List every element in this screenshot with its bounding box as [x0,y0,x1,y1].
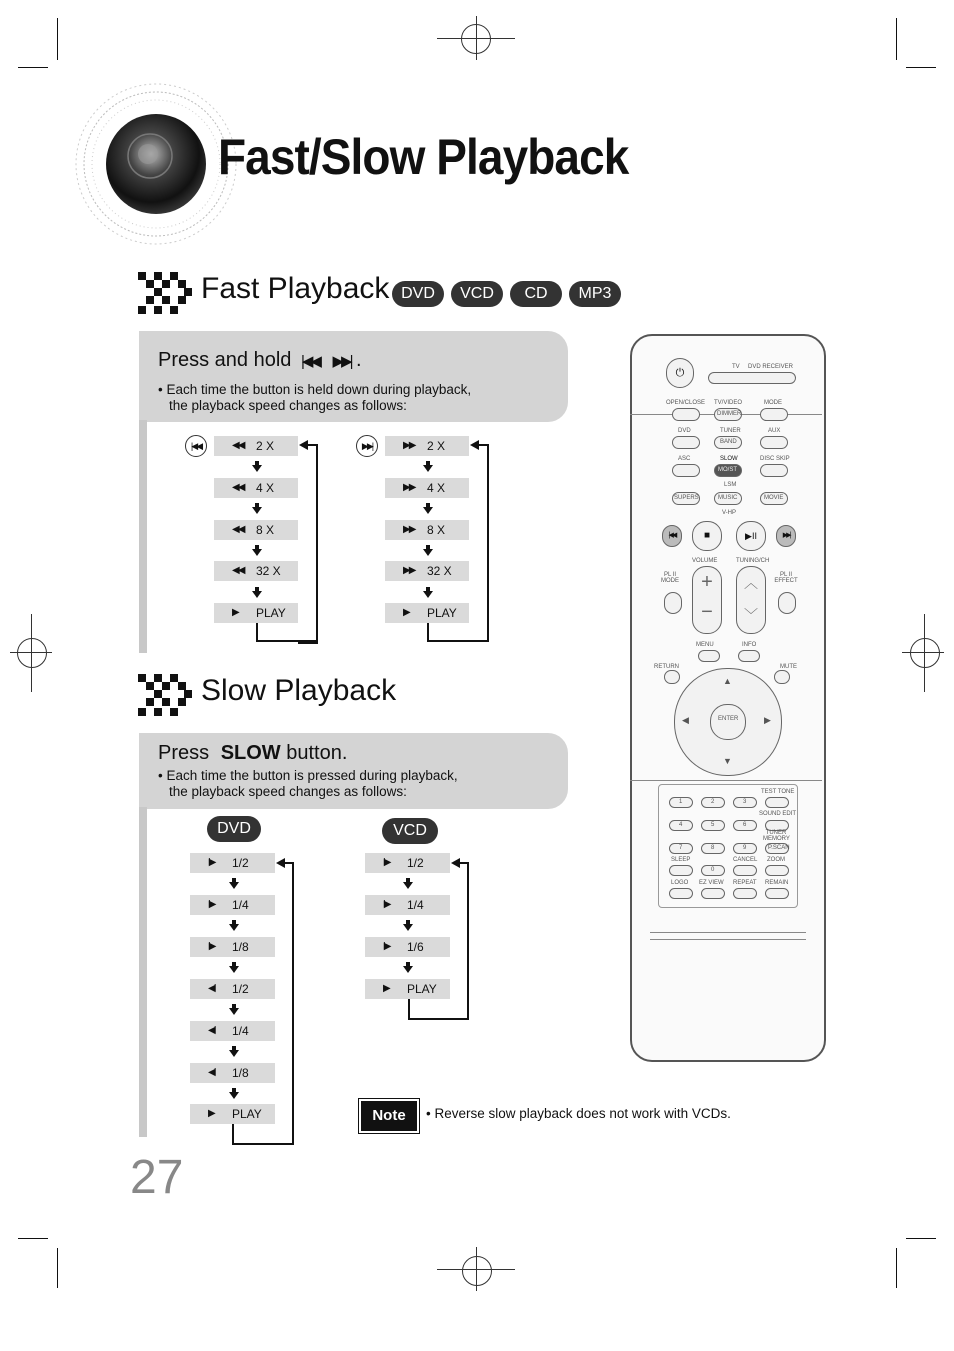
menu-button[interactable] [698,650,720,662]
slow-instruction-bold: SLOW [220,742,281,764]
volume-rocker[interactable]: + − [692,566,722,634]
tv-dvd-switch[interactable] [708,372,796,384]
skip-back-icon: |◀◀ [300,353,319,370]
down-arrow [229,882,239,889]
open-close-button[interactable] [672,408,700,421]
reverse-step: ◀◀ 8 X [214,520,298,540]
play-pause-button[interactable]: ▶II [736,521,766,551]
dvd-receiver-label: DVD RECEIVER [748,364,794,370]
slow-button[interactable]: MO/ST [714,464,742,477]
page-number: 27 [130,1151,184,1204]
badge-vcd: VCD [451,281,503,307]
forward-step: ▶▶ 2 X [385,436,469,456]
repeat-button[interactable] [733,888,757,899]
fast-bullet: • Each time the button is held down during playback, the playback speed changes as follows: [158,382,472,413]
dvd-slow-step: ◀I 1/8 [190,1063,275,1083]
slow-bullet: • Each time the button is pressed during playback, the playback speed changes as follows: [158,768,458,799]
forward-step-play: ▶ PLAY [385,603,469,623]
down-arrow [423,507,433,514]
p-scan-button[interactable]: P.SCAN [765,843,789,854]
dvd-slow-step: I▶ 1/2 [190,853,275,873]
tuning-ch-label: TUNING/CH [736,558,770,564]
slow-sidebar [139,807,147,1137]
slow-instruction-suffix: button. [286,742,348,764]
nav-down-icon[interactable]: ▼ [723,756,732,766]
aux-button[interactable] [760,436,788,449]
down-arrow [229,924,239,931]
tv-label: TV [732,364,740,370]
info-button[interactable] [738,650,760,662]
fast-instruction-suffix: . [356,349,362,371]
page-title: Fast/Slow Playback [218,129,629,185]
skip-forward-button-icon: ▶▶| [356,435,378,457]
fast-bullet-line1: Each time the button is held down during playback, [166,382,472,397]
return-label: RETURN [654,664,679,670]
forward-step: ▶▶ 4 X [385,478,469,498]
down-arrow [252,465,262,472]
number-pad: TEST TONE 1 2 3 SOUND EDIT 4 5 6 TUNER MEMORY 7 8 9 P.SCAN SLEEP CANCEL ZOOM 0 LOGO EZ VIEW REPEAT REMAIN [658,784,798,908]
movie-button[interactable]: MOVIE [760,492,788,505]
down-arrow [423,591,433,598]
vcd-slow-step: I▶ 1/6 [365,937,450,957]
down-arrow [252,507,262,514]
dvd-slow-step: I▶ 1/8 [190,937,275,957]
remain-button[interactable] [765,888,789,899]
forward-step: ▶▶ 8 X [385,520,469,540]
info-label: INFO [742,642,757,648]
asc-label: ASC [678,456,691,462]
reverse-step: ◀◀ 2 X [214,436,298,456]
slow-instruction-prefix: Press [158,742,210,764]
dvd-slow-step: ◀I 1/4 [190,1021,275,1041]
mode-label: MODE [764,400,782,406]
open-close-label: OPEN/CLOSE [666,400,706,406]
vhp-label: V-HP [722,510,737,516]
vcd-slow-step: I▶ 1/2 [365,853,450,873]
loop-line [298,444,318,644]
note-text: • Reverse slow playback does not work with VCDs. [426,1106,731,1121]
fast-instruction [158,349,362,372]
down-arrow [229,966,239,973]
dvd-slow-step: I▶ 1/4 [190,895,275,915]
dvd-button[interactable] [672,436,700,449]
down-arrow [403,966,413,973]
skip-forward-icon: ▶▶| [332,353,351,370]
down-arrow [423,465,433,472]
down-arrow [403,924,413,931]
music-button[interactable]: MUSIC [714,492,742,505]
down-arrow [403,882,413,889]
note-label: Note [361,1101,417,1131]
dvd-slow-step-play: ▶ PLAY [190,1104,275,1124]
tuner-label: TUNER [720,428,741,434]
supers-button[interactable]: SUPERS [672,492,700,505]
digit-3-button[interactable]: 3 [733,797,757,808]
logo-button[interactable] [669,888,693,899]
sleep-button[interactable] [669,865,693,876]
slow-playback-heading: Slow Playback [201,674,397,707]
digit-1-button[interactable]: 1 [669,797,693,808]
down-arrow [229,1050,239,1057]
checker-icon [138,674,192,716]
menu-label: MENU [696,642,714,648]
reverse-step: ◀◀ 32 X [214,561,298,581]
digit-4-button[interactable]: 4 [669,820,693,831]
volume-label: VOLUME [692,558,718,564]
band-button[interactable]: BAND [714,436,742,449]
down-arrow [252,591,262,598]
reverse-step-play: ▶ PLAY [214,603,298,623]
down-arrow [252,549,262,556]
lsm-label: LSM [724,482,737,488]
fast-sidebar [139,420,147,653]
pl2-mode-button[interactable] [664,592,682,614]
down-arrow [229,1008,239,1015]
asc-button[interactable] [672,464,700,477]
slow-instruction [158,742,347,765]
reverse-step: ◀◀ 4 X [214,478,298,498]
pl2-effect-button[interactable] [778,592,796,614]
vcd-slow-step-play: ▶ PLAY [365,979,450,999]
down-arrow [423,549,433,556]
disc-skip-label: DISC SKIP [760,456,790,462]
slow-bullet-line2: the playback speed changes as follows: [169,784,407,799]
fast-bullet-line2: the playback speed changes as follows: [169,398,407,413]
power-button[interactable]: ⏻ [666,358,694,388]
skip-back-button-icon: |◀◀ [185,435,207,457]
digit-8-button[interactable]: 8 [701,843,725,854]
checker-icon [138,272,192,314]
test-tone-button[interactable] [765,797,789,808]
skip-back-remote-button[interactable]: |◀◀ [662,525,682,547]
digit-0-button[interactable]: 0 [701,865,725,876]
nav-right-icon[interactable]: ▶ [764,715,771,725]
skip-forward-remote-button[interactable]: ▶▶| [776,525,796,547]
badge-mp3: MP3 [569,281,621,307]
aux-label: AUX [768,428,781,434]
vcd-slow-step: I▶ 1/4 [365,895,450,915]
digit-2-button[interactable]: 2 [701,797,725,808]
note-text-content: Reverse slow playback does not work with VCDs. [434,1106,731,1121]
fast-playback-heading: Fast Playback [201,272,390,305]
dimmer-button[interactable]: DIMMER [714,408,742,421]
ez-view-button[interactable] [701,888,725,899]
return-button[interactable] [664,670,680,684]
digit-9-button[interactable]: 9 [733,843,757,854]
nav-left-icon[interactable]: ◀ [682,715,689,725]
badge-dvd-slow: DVD [207,816,261,842]
enter-button[interactable]: ENTER [710,704,746,740]
cancel-button[interactable] [733,865,757,876]
fast-instruction-prefix: Press and hold [158,349,292,371]
nav-up-icon[interactable]: ▲ [723,676,732,686]
mute-button[interactable] [774,670,790,684]
slow-bullet-line1: Each time the button is pressed during playback, [166,768,458,783]
digit-7-button[interactable]: 7 [669,843,693,854]
tuning-rocker[interactable]: ︿ ﹀ [736,566,766,634]
dvd-slow-step: ◀I 1/2 [190,979,275,999]
remote-control [630,334,826,1062]
pl2-mode-label: PL II MODE [661,572,679,584]
digit-5-button[interactable]: 5 [701,820,725,831]
down-arrow [229,1092,239,1099]
forward-step: ▶▶ 32 X [385,561,469,581]
zoom-button[interactable] [765,865,789,876]
digit-6-button[interactable]: 6 [733,820,757,831]
badge-vcd-slow: VCD [382,818,438,844]
dvd-label: DVD [678,428,691,434]
pl2-effect-label: PL II EFFECT [774,572,798,584]
slow-label: SLOW [720,456,738,462]
badge-cd: CD [510,281,562,307]
tv-video-label: TV/VIDEO [714,400,743,406]
speaker-graphic [70,80,240,250]
stop-button[interactable]: ■ [692,521,722,551]
badge-dvd: DVD [392,281,444,307]
mode-button[interactable] [760,408,788,421]
mute-label: MUTE [780,664,797,670]
disc-skip-button[interactable] [760,464,788,477]
